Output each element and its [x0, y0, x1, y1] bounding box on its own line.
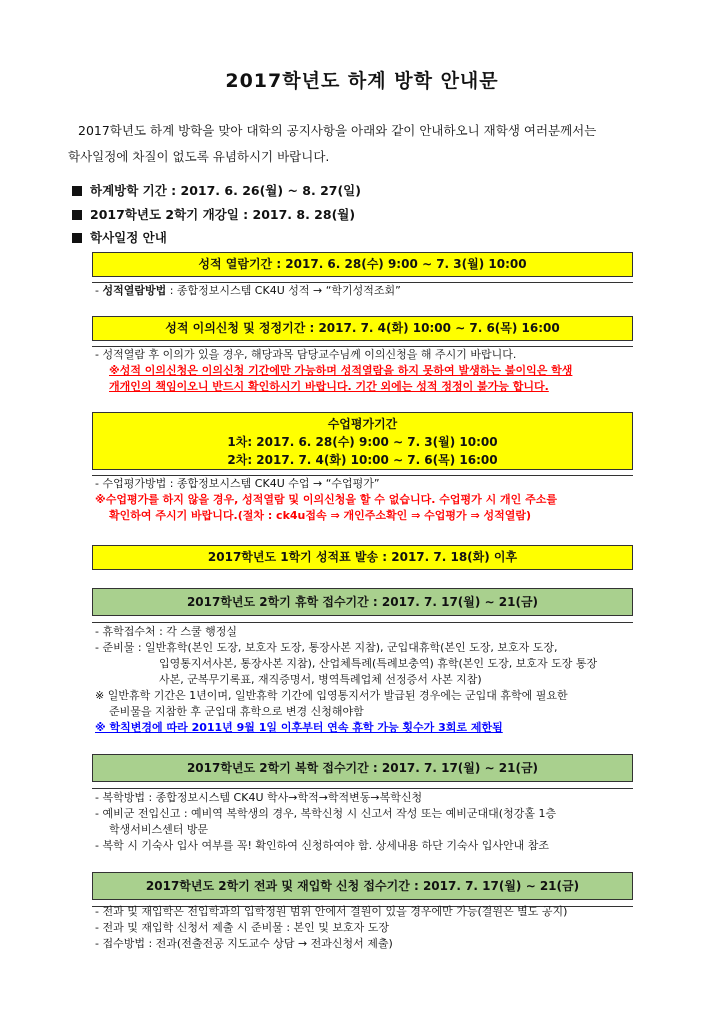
square-bullet-icon	[72, 186, 82, 196]
grade-appeal-period-box: 성적 이의신청 및 정정기간 : 2017. 7. 4(화) 10:00 ∼ 7. 6(목) 16:00	[92, 316, 633, 341]
grade-view-notes	[95, 283, 670, 299]
note-line: - 성적열람 후 이의가 있을 경우, 해당과목 담당교수님께 이의신청을 해 주시기 바랍니다.	[95, 348, 517, 361]
transfer-readmission-period-box: 2017학년도 2학기 전과 및 재입학 신청 접수기간 : 2017. 7. 17(월) ∼ 21(금)	[92, 872, 633, 900]
leave-of-absence-period-box: 2017학년도 2학기 휴학 접수기간 : 2017. 7. 17(월) ∼ 21(금)	[92, 588, 633, 616]
leave-limit-notice: ※ 학칙변경에 따라 2011년 9월 1일 이후부터 연속 휴학 가능 횟수가 3회로 제한됨	[95, 721, 503, 734]
page-title: 2017학년도 하계 방학 안내문	[225, 70, 499, 92]
note-line: - 전과 및 재입학 신청서 제출 시 준비물 : 본인 및 보호자 도장	[95, 921, 390, 934]
course-evaluation-notes	[95, 476, 670, 524]
grade-view-method-label: 성적열람방법	[102, 284, 167, 297]
section-divider	[92, 622, 633, 623]
warning-line: ※수업평가를 하지 않을 경우, 성적열람 및 이의신청을 할 수 없습니다. 수업평가 시 개인 주소를	[95, 493, 557, 506]
note-line: - 준비물 : 일반휴학(본인 도장, 보호자 도장, 통장사본 지참), 군입대휴학(본인 도장, 보호자 도장,	[95, 641, 558, 654]
intro-paragraph	[68, 118, 668, 170]
note-line: - 휴학접수처 : 각 스쿨 행정실	[95, 625, 238, 638]
note-line: 준비물을 지참한 후 군입대 휴학으로 변경 신청해야함	[109, 705, 364, 718]
dash: -	[95, 284, 103, 297]
grade-view-method-text: : 종합정보시스템 CK4U 성적 → “학기성적조회”	[166, 284, 401, 297]
intro-line-1: 2017학년도 하계 방학을 맞아 대학의 공지사항을 아래와 같이 안내하오니 재학생 여러분께서는	[78, 123, 597, 138]
note-line: 입영통지서사본, 통장사본 지참), 산업체특례(특례보충역) 휴학(본인 도장, 보호자 도장 통장	[159, 657, 598, 670]
transfer-readmission-notes	[95, 904, 670, 952]
warning-line: 확인하여 주시기 바랍니다.(절차 : ck4u접속 ⇒ 개인주소확인 ⇒ 수업평가 ⇒ 성적열람)	[109, 509, 532, 522]
course-evaluation-round-1: 1차: 2017. 6. 28(수) 9:00 ∼ 7. 3(월) 10:00	[227, 435, 498, 449]
grade-appeal-notes	[95, 347, 670, 395]
heading-text: 학사일정 안내	[90, 230, 167, 245]
heading-text: 2017학년도 2학기 개강일 : 2017. 8. 28(월)	[90, 207, 356, 222]
square-bullet-icon	[72, 233, 82, 243]
note-line: - 복학 시 기숙사 입사 여부를 꼭! 확인하여 신청하여야 함. 상세내용 하단 기숙사 입사안내 참조	[95, 839, 549, 852]
heading-semester-start	[72, 205, 355, 223]
note-line: - 접수방법 : 전과(전출전공 지도교수 상담 → 전과신청서 제출)	[95, 937, 393, 950]
grade-view-period-box: 성적 열람기간 : 2017. 6. 28(수) 9:00 ∼ 7. 3(월) 10:00	[92, 252, 633, 277]
course-evaluation-title: 수업평가기간	[327, 417, 398, 431]
note-line: - 전과 및 재입학은 전입학과의 입학정원 범위 안에서 결원이 있을 경우에만 가능(결원은 별도 공지)	[95, 905, 568, 918]
section-divider	[92, 788, 633, 789]
note-line: - 수업평가방법 : 종합정보시스템 CK4U 수업 → “수업평가”	[95, 477, 380, 490]
return-to-school-notes	[95, 790, 670, 854]
note-line: ※ 일반휴학 기간은 1년이며, 일반휴학 기간에 입영통지서가 발급된 경우에는 군입대 휴학에 필요한	[95, 689, 568, 702]
heading-vacation-period	[72, 181, 361, 199]
note-line: - 복학방법 : 종합정보시스템 CK4U 학사→학적→학적변동→복학신청	[95, 791, 423, 804]
note-line: 사본, 군복무기록표, 재직증명서, 병역특례업체 선정증서 사본 지참)	[159, 673, 482, 686]
course-evaluation-round-2: 2차: 2017. 7. 4(화) 10:00 ∼ 7. 6(목) 16:00	[227, 453, 498, 467]
heading-text: 하계방학 기간 : 2017. 6. 26(월) ~ 8. 27(일)	[90, 183, 361, 198]
report-card-mailing-box: 2017학년도 1학기 성적표 발송 : 2017. 7. 18(화) 이후	[92, 545, 633, 570]
note-line: 학생서비스센터 방문	[109, 823, 209, 836]
note-line: - 예비군 전입신고 : 예비역 복학생의 경우, 복학신청 시 신고서 작성 또는 예비군대대(청강홀 1층	[95, 807, 557, 820]
intro-line-2: 학사일정에 차질이 없도록 유념하시기 바랍니다.	[68, 149, 330, 164]
heading-academic-schedule	[72, 228, 167, 246]
warning-line: ※성적 이의신청은 이의신청 기간에만 가능하며 성적열람을 하지 못하여 발생하는 불이익은 학생	[109, 364, 573, 377]
warning-line: 개개인의 책임이오니 반드시 확인하시기 바랍니다. 기간 외에는 성적 정정이 불가능 합니다.	[109, 380, 549, 393]
course-evaluation-period-box	[92, 412, 633, 470]
square-bullet-icon	[72, 210, 82, 220]
return-to-school-period-box: 2017학년도 2학기 복학 접수기간 : 2017. 7. 17(월) ∼ 21(금)	[92, 754, 633, 782]
leave-of-absence-notes	[95, 624, 670, 736]
